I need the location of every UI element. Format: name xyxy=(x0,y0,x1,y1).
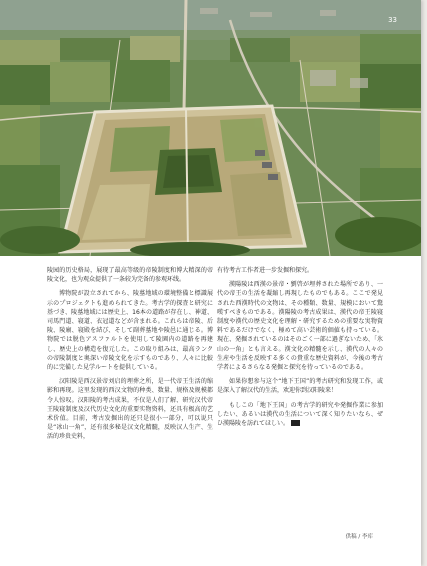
paragraph-text: もしこの「地下王国」の考古学的研究や発掘作業に参加したい、あるいは漢代の生活について深く知りたいなら、ぜひ漢陽陵を訪れてほしい。 xyxy=(217,401,383,428)
credit-line: 供稿 / 李库 xyxy=(345,534,373,540)
left-column xyxy=(47,266,213,447)
paragraph: 陵园的历史格局，展现了最高等级的帝陵制度和博大精深的帝陵文化，也为观众提供了一条较为完备的参观环线。 xyxy=(47,267,213,284)
end-mark-icon xyxy=(291,420,300,426)
page-number: 33 xyxy=(388,16,397,24)
paragraph-last xyxy=(217,401,383,429)
article-body xyxy=(47,266,383,447)
paragraph: 如果你想参与这个“地下王国”的考古研究和发现工作，或是深入了解汉代的生活，欢迎你到汉阳陵来！ xyxy=(217,378,383,395)
paragraph: 博物院が設立されてから、陵墓地域の環境整備と標識展示のプロジェクトも進められてきた。考古学的探査と研究に基づき、陵墓地域には歴史上、16本の道路が存在し、神道、司馬門道、寝道、衣冠道などが含まれる。これらは帝陵、后陵、陵廟、寝殿を結び、そして副葬墓地や陵邑に通じる。博物院では脱色アスファルトを使用して陵園内の道路を再建し、歴史上の構造を復元した。この取り組みは、最高ランクの帝陵制度と奥深い帝陵文化を示すものであり、人々に比較的に完備した見学ルートを提供している。 xyxy=(47,290,213,372)
paragraph: 漢陽陵は西漢の景帝・劉啓が埋葬された場所であり、一代の帝王の生活を凝縮し再現したものでもある。ここで発見された西漢時代の文物は、その種類、数量、規模において驚嘆すべきものである。漢陽陵の考古成果は、漢代の帝王陵寝制度や漢代の歴史文化を理解・研究するための重要な実物資料であるだけでなく、極めて高い芸術的価値も持っている。現在、発掘されているのはそのごく一部に過ぎないため、「氷山の一角」とも言える。漢文化の精髄を示し、漢代の人々の生産や生活を反映する多くの貴重な歴史資料が、今後の考古学者によるさらなる発掘と探究を待っているのである。 xyxy=(217,281,383,372)
paragraph: 汉阳陵是西汉景帝刘启的埋葬之所，是一代帝王生活的缩影和再现。这里发现的西汉文物的种类、数量、规格及规模都令人惊叹。汉阳陵的考古成果，不仅是人们了解、研究汉代帝王陵寝制度及汉代历史文化的重要实物资料，还具有极高的艺术价值。目前，考古发掘出的还只是很小一部分，可以说只是“冰山一角”，还有很多秘是汉文化精髓，反映汉人生产、生活的珍贵史料， xyxy=(47,378,213,441)
aerial-photo xyxy=(0,0,421,256)
paragraph: 有待考古工作者进一步发掘和探究。 xyxy=(217,267,314,274)
right-column xyxy=(217,266,383,447)
